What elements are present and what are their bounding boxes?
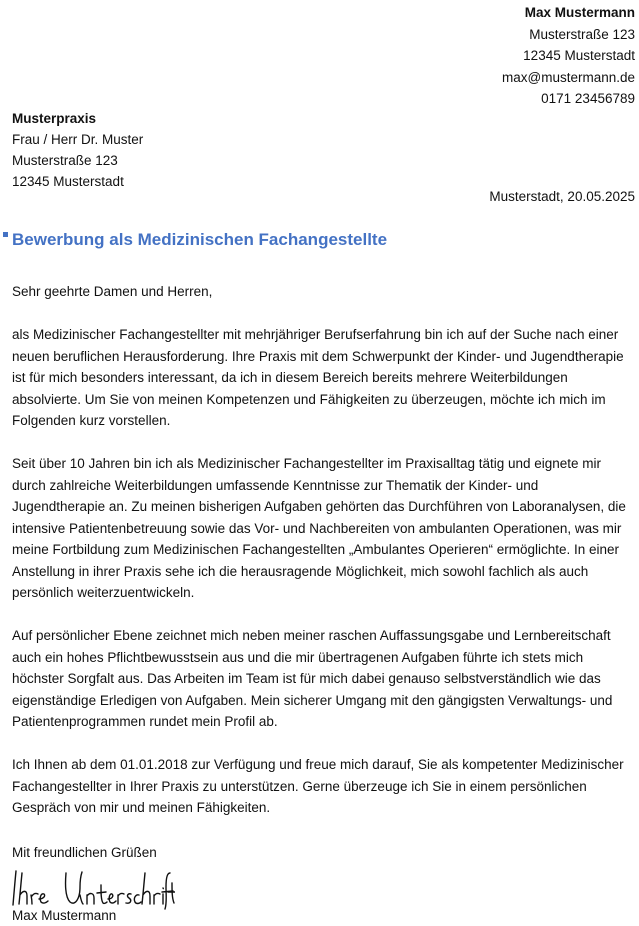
recipient-address-block <box>12 108 143 192</box>
recipient-org: Musterpraxis <box>12 111 97 126</box>
body-paragraph-4: Ich Ihnen ab dem 01.01.2018 zur Verfügung und freue mich darauf, Sie als kompetenter Medizinischer Fachangestellter in Ihrer Praxis zu unterstützen. Gerne überzeuge ich Sie in einem persönlichen Gespräch von mir und meinen Fähigkeiten. <box>12 757 624 815</box>
closing-line: Mit freundlichen Grüßen <box>12 845 157 860</box>
salutation: Sehr geehrte Damen und Herren, <box>12 284 213 299</box>
sender-city: 12345 Musterstadt <box>523 48 635 63</box>
recipient-city: 12345 Musterstadt <box>12 174 124 189</box>
sender-street: Musterstraße 123 <box>529 26 635 42</box>
sender-email: max@mustermann.de <box>501 69 635 85</box>
handwritten-signature <box>10 865 175 910</box>
recipient-contact: Frau / Herr Dr. Muster <box>12 132 144 147</box>
recipient-street: Musterstraße 123 <box>12 153 118 168</box>
letter-body <box>12 281 630 840</box>
letter-date: Musterstadt, 20.05.2025 <box>489 189 635 204</box>
body-paragraph-2: Seit über 10 Jahren bin ich als Medizinischer Fachangestellter im Praxisalltag tätig und eignete mir durch zahlreiche Weiterbildungen umfassende Kenntnisse zur Thematik der Kinder- und Jugendtherapie an. Zu meinen bisherigen Aufgaben gehörten das Durchführen von Laboranalysen, die intensive Patientenbetreuung sowie das Vor- und Nachbereiten von ambulanten Operationen, was mir meine Fortbildung zum Medizinischen Fachangestellten „Ambulantes Operieren“ ermöglichte. In einer Anstellung in ihrer Praxis sehe ich die herausragende Möglichkeit, mich sowohl fachlich als auch persönlich weiterzuentwickeln. <box>12 456 626 600</box>
sender-address-block <box>502 2 635 110</box>
signer-name: Max Mustermann <box>12 908 117 923</box>
sender-name: Max Mustermann <box>524 5 635 20</box>
subject-marker <box>3 232 8 237</box>
body-paragraph-3: Auf persönlicher Ebene zeichnet mich neben meiner raschen Auffassungsgabe und Lernbereitschaft auch ein hohes Pflichtbewusstsein aus und die mir übertragenen Aufgaben führte ich stets mich höchster Sorgfalt aus. Das Arbeiten im Team ist für mich dabei genauso selbstverständlich wie das eigenständige Erledigen von Aufgaben. Mein sicherer Umgang mit den gängigsten Verwaltungs- und Patientenprogrammen rundet mein Profil ab. <box>12 628 613 729</box>
subject-line: Bewerbung als Medizinischen Fachangestellte <box>12 230 388 249</box>
body-paragraph-1: als Medizinischer Fachangestellter mit mehrjähriger Berufserfahrung bin ich auf der Suche nach einer neuen beruflichen Herausforderung. Ihre Praxis mit dem Schwerpunkt der Kinder- und Jugendtherapie ist für mich besonders interessant, da ich in diesem Bereich bereits mehrere Weiterbildungen absolvierte. Um Sie von meinen Kompetenzen und Fähigkeiten zu überzeugen, möchte ich mich im Folgenden kurz vorstellen. <box>12 327 624 428</box>
sender-phone: 0171 23456789 <box>541 91 635 106</box>
